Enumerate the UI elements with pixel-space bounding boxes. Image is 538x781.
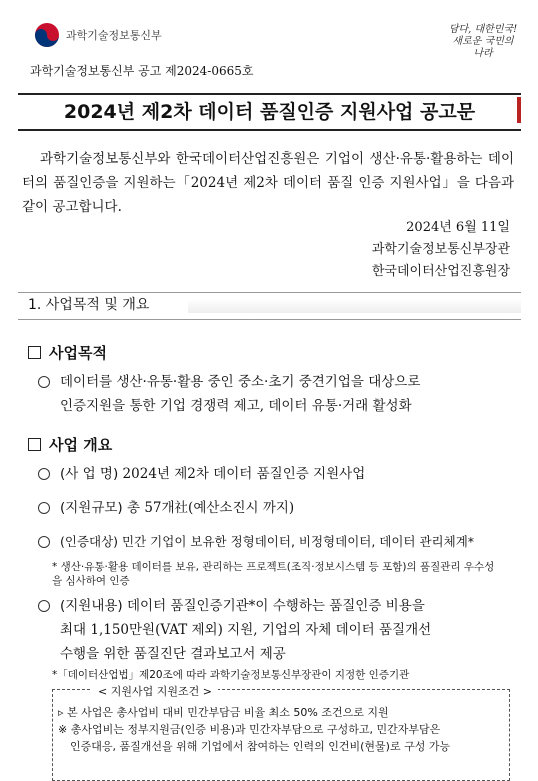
conditions-line-1: ▹ 본 사업은 총사업비 대비 민간부담금 비율 최소 50% 조건으로 지원 xyxy=(58,706,389,719)
overview-content-2: 최대 1,150만원(VAT 제외) 지원, 기업의 자체 데이터 품질개선 xyxy=(60,622,432,638)
content-note: *「데이터산업법」제20조에 따라 과학기술정보통신부장관이 지정한 인증기관 xyxy=(52,669,410,681)
overview-content: (지원내용) 데이터 품질인증기관*이 수행하는 품질인증 비용을 xyxy=(38,594,425,618)
page-title: 2024년 제2차 데이터 품질인증 지원사업 공고문 xyxy=(63,101,476,123)
conditions-title: < 지원사업 지원조건 > xyxy=(92,683,218,699)
taegeuk-logo-icon xyxy=(34,22,60,48)
purpose-item-cont: 인증지원을 통한 기업 경쟁력 제고, 데이터 유통·거래 활성화 xyxy=(60,398,412,414)
overview-scale: (지원규모) 총 57개社(예산소진시 까지) xyxy=(38,496,294,520)
notice-number: 과학기술정보통신부 공고 제2024-0665호 xyxy=(30,64,254,78)
intro-paragraph: 과학기술정보통신부와 한국데이터산업진흥원은 기업이 생산·유통·활용하는 데이터의 품질인증을 지원하는「2024년 제2차 데이터 품질 인증 지원사업」을 다음과 같이 공고합니다. xyxy=(22,151,514,215)
ministry-logo-text: 과학기술정보통신부 xyxy=(66,29,162,42)
slogan: 담다, 대한민국! 새로운 국민의 나라 xyxy=(448,24,518,59)
overview-target: (인증대상) 민간 기업이 보유한 정형데이터, 비정형데이터, 데이터 관리체계* xyxy=(38,530,474,554)
ministry-logo xyxy=(34,22,162,48)
circle-bullet-icon xyxy=(38,600,50,612)
overview-content-3: 수행을 위한 품질진단 결과보고서 제공 xyxy=(60,646,286,662)
announcement-date: 2024년 6월 11일 xyxy=(406,220,510,235)
purpose-heading: 사업목적 xyxy=(28,342,107,363)
circle-bullet-icon xyxy=(38,502,50,514)
circle-bullet-icon xyxy=(38,536,50,548)
title-box xyxy=(18,93,521,131)
purpose-item: 데이터를 생산·유통·활용 중인 중소·초기 중견기업을 대상으로 xyxy=(38,370,420,394)
signatory-ministry: 과학기술정보통신부장관 xyxy=(371,242,510,257)
overview-name: (사 업 명) 2024년 제2차 데이터 품질인증 지원사업 xyxy=(38,462,365,486)
conditions-line-3: 인증대응, 품질개선을 위해 기업에서 참여하는 인력의 인건비(현물)로 구성 가능 xyxy=(70,740,451,753)
square-bullet-icon xyxy=(28,438,41,451)
square-bullet-icon xyxy=(28,346,41,359)
overview-heading: 사업 개요 xyxy=(28,434,112,455)
circle-bullet-icon xyxy=(38,376,50,388)
target-note: * 생산·유통·활용 데이터를 보유, 관리하는 프로젝트(조직·정보시스템 등 포함)의 품질관리 우수성을 심사하여 인증 xyxy=(52,561,495,587)
section-title: 1. 사업목적 및 개요 xyxy=(28,297,150,313)
circle-bullet-icon xyxy=(38,468,50,480)
signatory-agency: 한국데이터산업진흥원장 xyxy=(371,264,510,279)
conditions-line-2: ※ 총사업비는 정부지원금(인증 비용)과 민간자부담으로 구성하고, 민간자부담은 xyxy=(58,723,441,736)
